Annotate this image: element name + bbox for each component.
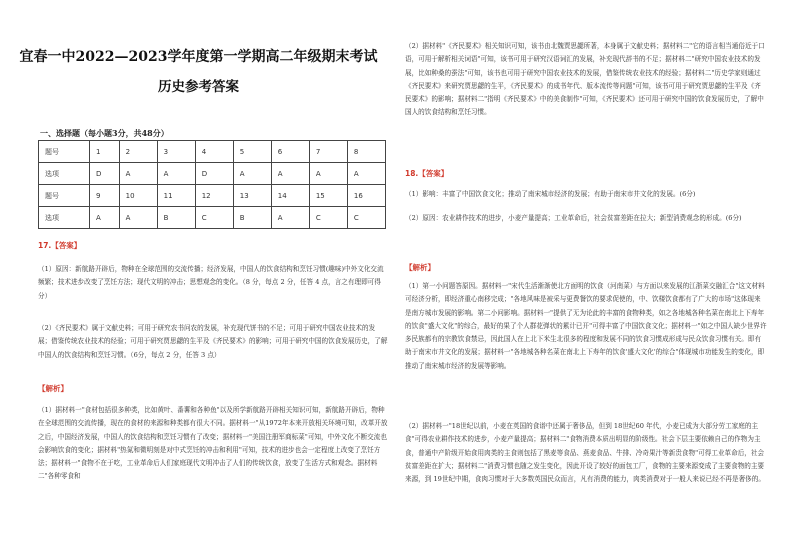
q18-answer-part2: （2）原因：农业耕作技术的进步，小麦产量提高；工业革命后，社会贫富差距在拉大；新型消费观念的形成。(6分) (405, 214, 742, 222)
answer-cell: 5 (233, 141, 271, 163)
q17-analysis-tag: 【解析】 (38, 384, 68, 393)
answer-cell: 9 (90, 185, 120, 207)
answer-cell: B (233, 207, 271, 229)
right-page (397, 0, 794, 549)
answer-cell: A (271, 207, 309, 229)
answer-table-row (39, 141, 386, 163)
answer-cell: C (309, 207, 347, 229)
q18-answer-part1: （1）影响：丰富了中国饮食文化；推动了南宋城市经济的发展；有助于南宋市井文化的发展。(6分) (405, 190, 696, 198)
exam-title: 宜春一中2022—2023学年度第一学期高二年级期末考试 (19, 49, 378, 65)
answer-cell: A (233, 163, 271, 185)
answer-cell: 12 (195, 185, 233, 207)
answer-cell: B (157, 207, 195, 229)
answer-table-row (39, 185, 386, 207)
answer-cell: A (309, 163, 347, 185)
q17-answer-tag: 17.【答案】 (38, 241, 82, 250)
answer-cell: 13 (233, 185, 271, 207)
q18-analysis-part2: （2）据材料一"18世纪以前，小麦在英国的食谱中还属于奢侈品，但到 18世纪60 年代，小麦已成为大部分劳工家庭的主食"可得农业耕作技术的进步，小麦产量提高；据材料二"食物消费本质出明显的阶级性。社会下层主要依赖自己的作物为主食，普通中产阶级开始食用肉类的主食则包括了黑麦等食品、燕麦食品、牛排、冷奇果汁等新贵食物"可得工业革命后，社会贫富差距在扩大；据材料二"消费习惯也随之发生变化，因此开设了较好的面包工厂，食物的主要来源变成了主要食物的主要来源，到 19世纪中期，食肉习惯对于大多数英国民众而言，凡有消费的能力，肉类消费对于一般人来说已经不再是奢侈的。 (405, 422, 765, 484)
answer-cell: 10 (119, 185, 157, 207)
answer-cell: A (347, 163, 385, 185)
q18-analysis-tag: 【解析】 (405, 263, 435, 272)
answer-cell: 11 (157, 185, 195, 207)
answer-cell: 3 (157, 141, 195, 163)
row-header-cell: 题号 (39, 141, 90, 163)
answer-cell: A (90, 207, 120, 229)
row-header-cell: 选项 (39, 207, 90, 229)
row-header-cell: 选项 (39, 163, 90, 185)
answer-table-row (39, 163, 386, 185)
q17-analysis: （1）据材料一"食材包括很多种类，比如黄叶、番薯和各种鱼"以及所学新航路开辟相关知识可知，新航路开辟后，物种在全球范围的交流传播，现在的食材的来源和种类都有很大不同。据材料一"从1972年本来开放相关环境可知，改革开放之后，中国经济发展，中国人的饮食结构和烹饪习惯有了改变；据材料一"美国注册军商标菜"可知，中外文化不断交流也会影响饮食的变化；据材料"热氮和微明刻是对中式烹饪的冲击和利用"可知，技术的进步也会一定程度上改变了烹饪方法；据材料一"食物不在于吃，工业革命后人们家庭现代文明冲击了人们的传统饮食，放变了生活方式和观念。据材料二"各种零食和 (38, 406, 388, 481)
answer-cell: 16 (347, 185, 385, 207)
answer-cell: D (195, 163, 233, 185)
answer-cell: A (157, 163, 195, 185)
q17-analysis-part2: （2）据材料"《齐民要术》相关知识可知，该书由北魏贾思勰所著，本身属于文献史料；据材料二"它的语言相当通俗近于口语，可用于解析相关词语"可知，该书可用于研究汉语词汇的发展，补充现代辞书的不足；据材料二"研究中国农业技术的发展，比如种桑的蚕法"可知，该书也可用于研究中国农业技术的发展，借鉴传统农业技术的经验；据材料二"历史学家则通过《齐民要术》来研究贾思勰的生平，《齐民要术》的成书年代、版本流传等问题"可知，该书可用于研究贾思勰的生平及《齐民要术》的影响；据材料二"指明《齐民要术》中的美食制作"可知，《齐民要术》还可用于研究中国的饮食发展历史，了解中国人的饮食结构和烹饪习惯。 (405, 42, 765, 117)
row-header-cell: 题号 (39, 185, 90, 207)
answer-cell: A (271, 163, 309, 185)
q17-answer-part2: （2）《齐民要术》属于文献史料；可用于研究农书问农的发展，补充现代饼书的不足；可用于研究中国农业技术的发展；借鉴传统农业技术的经验；可用于研究贾思勰的生平及《齐民要术》的影响；可用于研究中国的饮食发展历史，了解中国人的饮食结构和烹饪习惯。（6分，每点 2 分，任答 3 点） (38, 324, 388, 359)
q18-answer-tag: 18.【答案】 (405, 169, 449, 178)
section-heading: 一、选择题（每小题3分，共48分） (40, 128, 169, 138)
answer-cell: C (347, 207, 385, 229)
answer-table (38, 140, 386, 229)
answer-cell: A (119, 207, 157, 229)
answer-table-row (39, 207, 386, 229)
answer-cell: 15 (309, 185, 347, 207)
answer-cell: C (195, 207, 233, 229)
q17-answer-part1: （1）原因：新航路开辟后，物种在全球范围的交流传播；经济发展，中国人的饮食结构和烹饪习惯(趣味)中外文化交流频繁；技术进步改变了烹饪方法；现代文明的冲击；思想观念的变化。（8 分，每点 2 分，任答 4 点，言之有理即可得分） (38, 265, 384, 300)
answer-cell: 6 (271, 141, 309, 163)
answer-cell: 8 (347, 141, 385, 163)
answer-cell: 2 (119, 141, 157, 163)
answer-cell: D (90, 163, 120, 185)
answer-cell: 14 (271, 185, 309, 207)
q18-analysis-part1: （1）第一小问题答原因。据材料一"宋代生活渐渐使北方面明的饮食（河南菜）与方面以来发展的江浙菜交融汇合"这文材料可经济分析，即经济重心南移完成；"各地风味是被采与更费餐饮的要求促使的，中、饮楼饮食都有了广大的市场"这体现来是南方城市发展的影响。第二小问影响。据材料一"提供了无为论此的丰富的食物种类，如之各地城各种名菜在南北上下寿年的饮食"盛大文化"的综合，最好的果了个人群花弹状的累计已开"可得丰富了中国饮食文化；据材料一"如之中国人缺少世界许多民族都有的宗教饮食禁忌，因此国人在上北下米生北很多的程度和发展不同的饮食习惯成形成与民众饮食习惯有关。即有助于南宋市井文化的发展；据材料一"各地城各种名菜在南北上下寿年的饮食'盛大文化'的综合"体现城市功能发生的变化，即推动了南宋城市经济的发展等影响。 (405, 282, 767, 370)
exam-subtitle: 历史参考答案 (158, 79, 239, 95)
answer-cell: A (119, 163, 157, 185)
answer-cell: 1 (90, 141, 120, 163)
answer-cell: 7 (309, 141, 347, 163)
answer-cell: 4 (195, 141, 233, 163)
